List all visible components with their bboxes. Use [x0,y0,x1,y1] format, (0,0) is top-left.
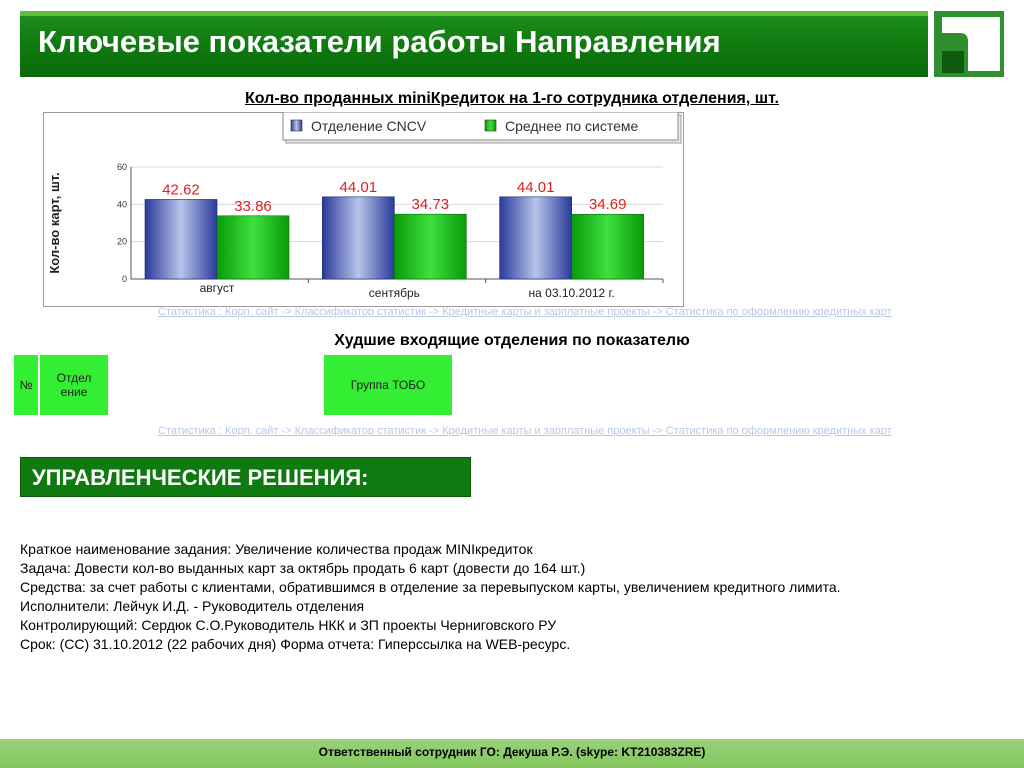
footer-text: Ответственный сотрудник ГО: Декуша Р.Э. (skype: KT210383ZRE) [318,745,706,759]
y-tick-label-40: 40 [116,199,127,210]
task-short-name: Краткое наименование задания: Увеличение количества продаж MINIкредиток [20,541,533,557]
bank-logo [934,11,1004,77]
chart-svg [43,112,683,306]
task-executors: Исполнители: Лейчук И.Д. - Руководитель отделения [20,598,365,614]
data-label-2-1: 33.86 [234,197,272,215]
data-label-1-1: 42.62 [162,181,200,199]
worst-branches-title: Худшие входящие отделения по показателю [334,332,690,349]
data-label-1-2: 44.01 [339,178,378,196]
legend-swatch-1 [291,120,302,131]
y-tick-label-60: 60 [116,162,127,172]
bar-2-3 [572,214,644,279]
table-header-branch: Отдел ение [40,355,108,415]
stats-path-link-2[interactable]: Статистика : Корп. сайт -> Классификатор статистик -> Кредитные карты и зарплатные проекты -> Статистика по оформлению кредитных карт [158,425,892,437]
table-header-number: № [14,355,38,415]
task-controller: Контролирующий: Сердюк С.О.Руководитель НКК и ЗП проекты Черниговского РУ [20,617,557,633]
header-stripe [20,11,928,16]
data-label-2-2: 34.73 [411,196,450,214]
table-header-group: Группа ТОБО [324,355,452,415]
y-tick-label-0: 0 [121,274,127,284]
page-title: Ключевые показатели работы Направления [38,24,721,59]
task-means: Средства: за счет работы с клиентами, обратившимся в отделение за перевыпуском карты, увеличением кредитного лимита. [20,579,841,595]
legend-label-2: Среднее по системе [505,118,639,134]
decisions-label: УПРАВЛЕНЧЕСКИЕ РЕШЕНИЯ: [32,465,369,490]
task-description [20,540,841,654]
bar-1-1 [145,199,217,279]
y-axis-label: Кол-во карт, шт. [47,172,62,274]
x-tick-label-2: сентябрь [368,286,420,300]
bar-1-3 [500,197,572,279]
legend-swatch-2 [485,120,496,131]
bar-2-2 [394,214,466,279]
task-deadline: Срок: (СС) 31.10.2012 (22 рабочих дня) Форма отчета: Гиперссылка на WEB-ресурс. [20,636,571,652]
bar-1-2 [322,197,394,279]
legend-label-1: Отделение CNCV [311,118,427,134]
bar-2-1 [217,216,289,279]
chart-title: Кол-во проданных miniКредиток на 1-го сотрудника отделения, шт. [245,90,779,107]
y-tick-label-20: 20 [116,236,127,247]
x-tick-label-1: август [199,281,235,295]
stats-path-link-1[interactable]: Статистика : Корп. сайт -> Классификатор статистик -> Кредитные карты и зарплатные проекты -> Статистика по оформлению кредитных карт [158,306,892,318]
logo-icon [934,11,1004,77]
x-tick-label-3: на 03.10.2012 г. [528,286,615,300]
data-label-2-3: 34.69 [588,196,627,214]
data-label-1-3: 44.01 [516,178,555,196]
task-goal: Задача: Довести кол-во выданных карт за октябрь продать 6 карт (довести до 164 шт.) [20,560,586,576]
